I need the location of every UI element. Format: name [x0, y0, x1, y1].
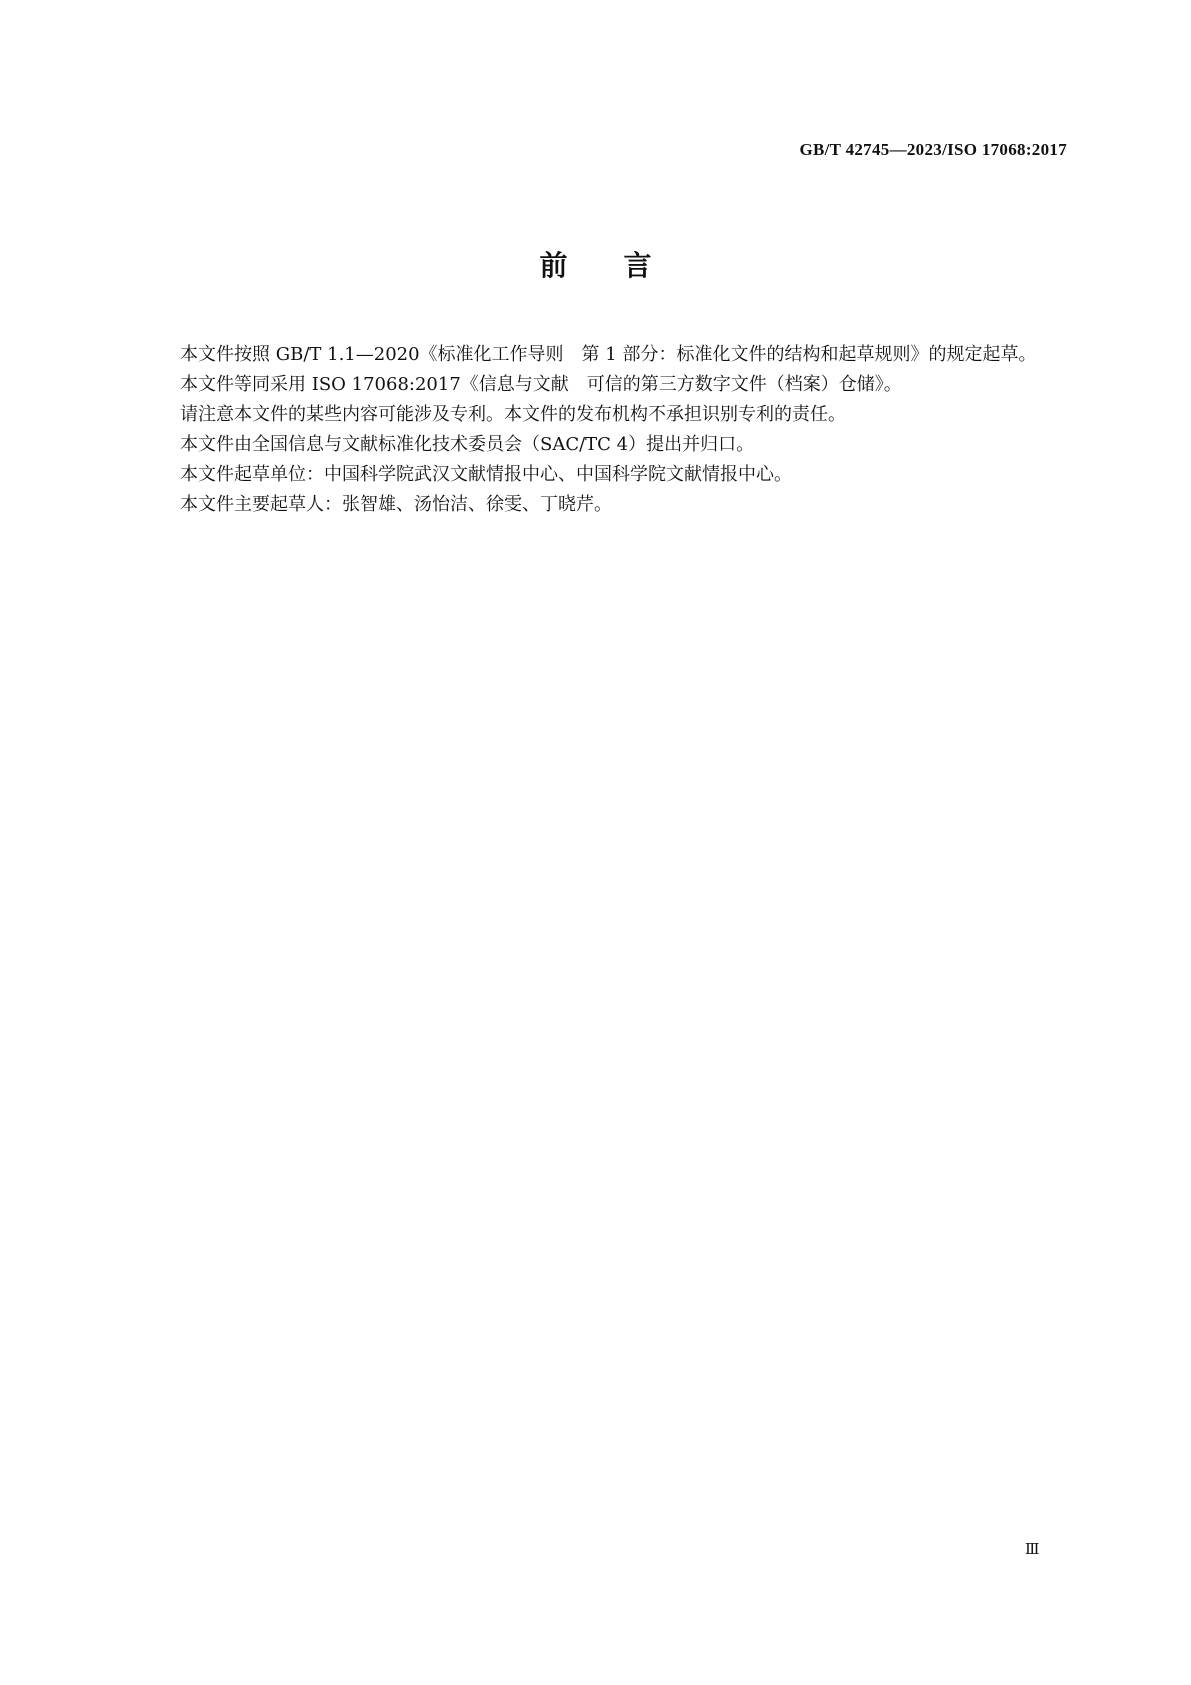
foreword-body	[144, 340, 1067, 520]
paragraph-drafting-rules: 本文件按照 GB/T 1.1—2020《标准化工作导则 第 1 部分：标准化文件的结构和起草规则》的规定起草。	[180, 344, 1037, 365]
paragraph-drafters: 本文件主要起草人：张智雄、汤怡洁、徐雯、丁晓芹。	[180, 494, 612, 515]
paragraph-drafting-units: 本文件起草单位：中国科学院武汉文献情报中心、中国科学院文献情报中心。	[180, 464, 792, 485]
heading-char-2: 言	[623, 249, 652, 282]
page-number: Ⅲ	[1025, 1542, 1040, 1558]
paragraph-patent-notice: 请注意本文件的某些内容可能涉及专利。本文件的发布机构不承担识别专利的责任。	[180, 404, 846, 425]
paragraph-iso-adoption: 本文件等同采用 ISO 17068:2017《信息与文献 可信的第三方数字文件（档案）仓储》。	[180, 374, 902, 395]
standard-code-header: GB/T 42745—2023/ISO 17068:2017	[799, 140, 1067, 159]
paragraph-committee: 本文件由全国信息与文献标准化技术委员会（SAC/TC 4）提出并归口。	[180, 434, 755, 455]
foreword-heading	[0, 244, 1191, 284]
heading-char-1: 前	[539, 249, 568, 282]
